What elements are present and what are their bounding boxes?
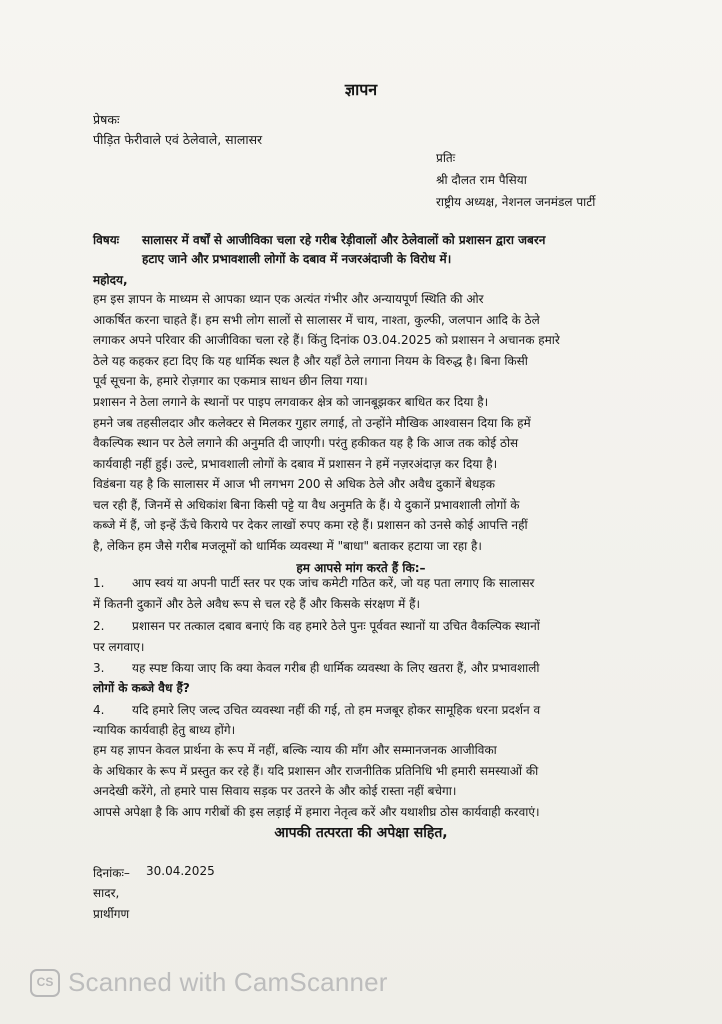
paragraph-line: लगाकर अपने परिवार की आजीविका चला रहे हैं। किंतु दिनांक 03.04.2025 को प्रशासन ने अचानक हमारे xyxy=(93,333,560,347)
demand-number: 4. xyxy=(93,703,105,717)
sender-label: प्रेषकः xyxy=(93,112,120,127)
paragraph-line: पूर्व सूचना के, हमारे रोज़गार का एकमात्र साधन छीन लिया गया। xyxy=(93,374,368,388)
demand-text-continued: में कितनी दुकानें और ठेले अवैध रूप से चल रहे हैं और किसके संरक्षण में हैं। xyxy=(93,597,421,611)
paragraph-line: हमने जब तहसीलदार और कलेक्टर से मिलकर गुहार लगाई, तो उन्होंने मौखिक आश्वासन दिया कि हमें xyxy=(93,415,531,430)
demand-text: आप स्वयं या अपनी पार्टी स्तर पर एक जांच कमेटी गठित करें, जो यह पता लगाए कि सालासर xyxy=(132,576,535,590)
demand-text-continued: लोगों के कब्जे वैध हैं? xyxy=(93,681,190,695)
document-title: ज्ञापन xyxy=(344,80,378,99)
conclusion-paragraph xyxy=(93,740,658,822)
camscanner-logo-icon: CS xyxy=(30,969,60,997)
paragraph-line: हम यह ज्ञापन केवल प्रार्थना के रूप में नहीं, बल्कि न्याय की माँग और सम्मानजनक आजीविका xyxy=(93,743,497,757)
demand-number: 1. xyxy=(93,576,105,590)
subject-label: विषयः xyxy=(93,233,120,247)
paragraph-line: प्रशासन ने ठेला लगाने के स्थानों पर पाइप लगवाकर क्षेत्र को जानबूझकर बाधित कर दिया है। xyxy=(93,395,489,409)
paragraph-line: है, लेकिन हम जैसे गरीब मजलूमों को धार्मिक व्यवस्था में "बाधा" बताकर हटाया जा रहा है। xyxy=(93,538,482,553)
paragraph-1 xyxy=(93,289,658,392)
signatory: प्रार्थीगण xyxy=(93,907,130,921)
demand-number: 3. xyxy=(93,661,105,675)
paragraph-line: कार्यवाही नहीं हुई। उल्टे, प्रभावशाली लोगों के दबाव में प्रशासन ने हमें नज़रअंदाज़ कर दिया है। xyxy=(93,456,498,471)
date-value: 30.04.2025 xyxy=(146,864,215,878)
demand-heading: हम आपसे मांग करते हैं कि:– xyxy=(296,561,426,575)
paragraph-line: चल रही हैं, जिनमें से अधिकांश बिना किसी पट्टे या वैध अनुमति के हैं। ये दुकानें प्रभावशाली लोगों के xyxy=(93,497,520,512)
paragraph-line: ठेले यह कहकर हटा दिए कि यह धार्मिक स्थल है और यहाँ ठेले लगाना नियम के विरुद्ध है। बिना किसी xyxy=(93,353,528,368)
demand-text-continued: न्यायिक कार्यवाही हेतु बाध्य होंगे। xyxy=(93,723,236,737)
recipient-name: श्री दौलत राम पैसिया xyxy=(436,173,527,187)
paragraph-line: हम इस ज्ञापन के माध्यम से आपका ध्यान एक अत्यंत गंभीर और अन्यायपूर्ण स्थिति की ओर xyxy=(93,292,484,306)
demand-number: 2. xyxy=(93,619,105,633)
demand-text: यह स्पष्ट किया जाए कि क्या केवल गरीब ही धार्मिक व्यवस्था के लिए खतरा हैं, और प्रभावशाली xyxy=(132,661,540,675)
date-label: दिनांकः– xyxy=(93,866,130,880)
paragraph-line: आकर्षित करना चाहते हैं। हम सभी लोग सालों से सालासर में चाय, नाश्ता, कुल्फी, जलपान आदि के ठेले xyxy=(93,312,540,327)
subject-line-2: हटाए जाने और प्रभावशाली लोगों के दबाव में नजरअंदाजी के विरोध में। xyxy=(142,252,452,266)
demand-text-continued: पर लगवाए। xyxy=(93,640,145,654)
watermark-text: Scanned with CamScanner xyxy=(68,967,388,997)
paragraph-line: विडंबना यह है कि सालासर में आज भी लगभग 200 से अधिक ठेले और अवैध दुकानें बेधड़क xyxy=(93,477,495,491)
paragraph-line: कब्जे में हैं, जो इन्हें ऊँचे किराये पर देकर लाखों रुपए कमा रहे हैं। प्रशासन को उनसे कोई आपत्ति नहीं xyxy=(93,518,528,532)
paragraph-line: आपसे अपेक्षा है कि आप गरीबों की इस लड़ाई में हमारा नेतृत्व करें और यथाशीघ्र ठोस कार्यवाही करवाएं। xyxy=(93,804,540,819)
recipient-designation: राष्ट्रीय अध्यक्ष, नेशनल जनमंडल पार्टी xyxy=(436,195,596,209)
sender-name: पीड़ित फेरीवाले एवं ठेलेवाले, सालासर xyxy=(93,132,263,147)
paragraph-2 xyxy=(93,392,658,474)
subject-line-1: सालासर में वर्षों से आजीविका चला रहे गरीब रेड़ीवालों और ठेलेवालों को प्रशासन द्वारा जबरन xyxy=(142,233,546,247)
regards: सादर, xyxy=(93,886,120,900)
recipient-label: प्रतिः xyxy=(436,151,456,165)
paragraph-3 xyxy=(93,474,658,556)
paragraph-line: के अधिकार के रूप में प्रस्तुत कर रहे हैं। यदि प्रशासन और राजनीतिक प्रतिनिधि भी हमारी समस्याओं की xyxy=(93,763,539,778)
paragraph-line: अनदेखी करेंगे, तो हमारे पास सिवाय सड़क पर उतरने के और कोई रास्ता नहीं बचेगा। xyxy=(93,784,457,798)
salutation: महोदय, xyxy=(93,273,128,287)
demand-text: यदि हमारे लिए जल्द उचित व्यवस्था नहीं की गई, तो हम मजबूर होकर सामूहिक धरना प्रदर्शन व xyxy=(132,703,541,717)
closing-line: आपकी तत्परता की अपेक्षा सहित, xyxy=(274,825,448,841)
paragraph-line: वैकल्पिक स्थान पर ठेले लगाने की अनुमति दी जाएगी। परंतु हकीकत यह है कि आज तक कोई ठोस xyxy=(93,436,519,450)
demand-text: प्रशासन पर तत्काल दबाव बनाएं कि वह हमारे ठेले पुनः पूर्ववत स्थानों या उचित वैकल्पिक स्थानों xyxy=(132,619,540,633)
